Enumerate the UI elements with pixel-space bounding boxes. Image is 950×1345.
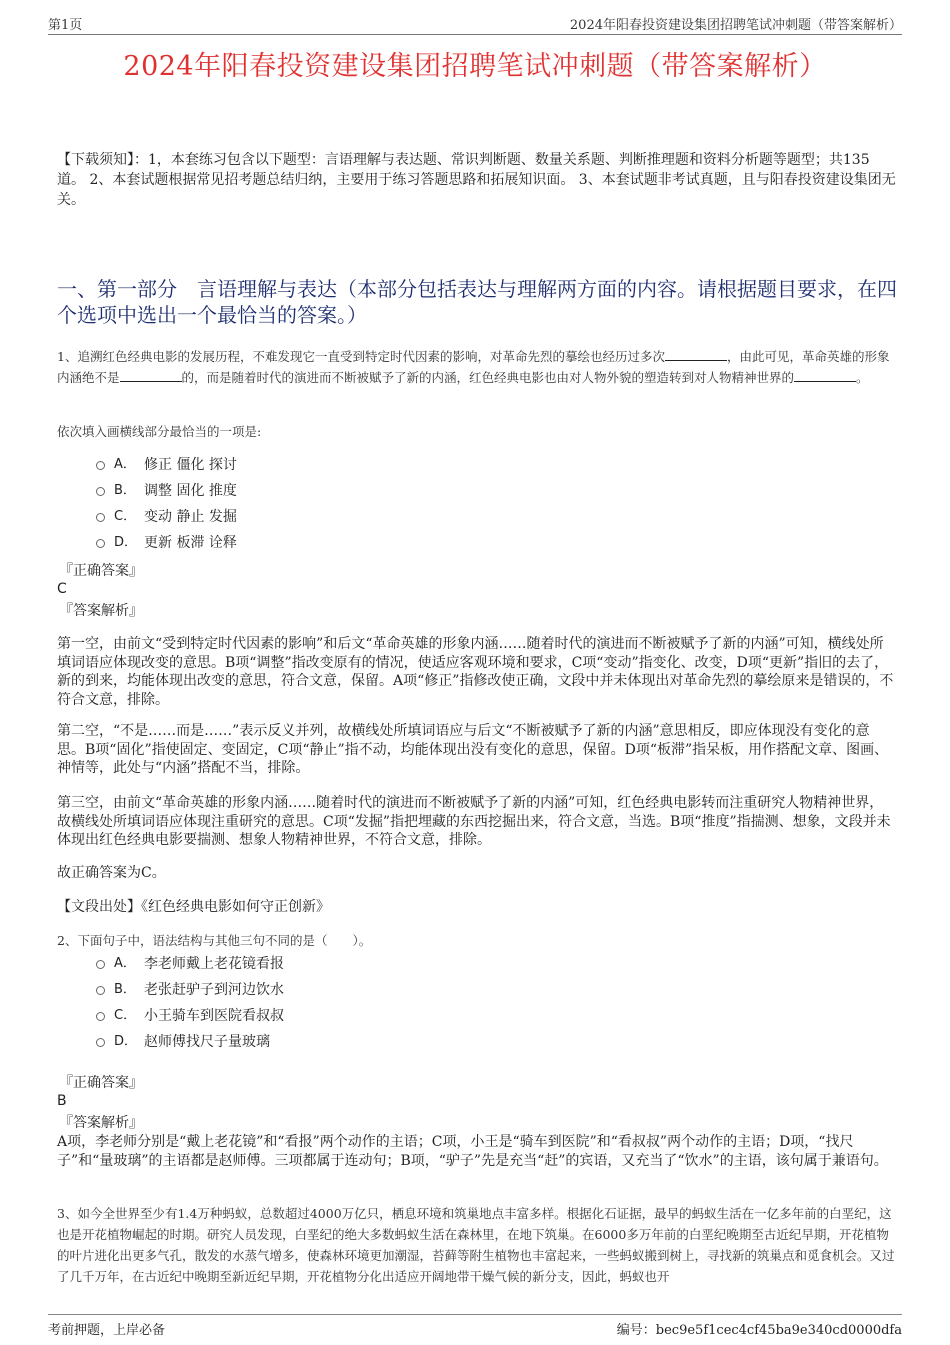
page-number: 第1页 <box>48 18 83 33</box>
option-b[interactable]: B． 调整 固化 推度 <box>96 478 237 504</box>
answer-label: 『正确答案』 <box>59 563 143 579</box>
analysis-paragraph: 第三空，由前文“革命英雄的形象内涵……随着时代的演进而不断被赋予了新的内涵”可知，红色经典电影转而注重研究人物精神世界，故横线处所填词语应体现注重研究的意思。C项“发掘”指把埋藏的东西挖掘出来，符合文意，当选。B项“推度”指揣测、想象，文段并未体现出红色经典电影要揣测、想象人物精神世界，不符合文意，排除。 <box>57 795 891 848</box>
analysis-label: 『答案解析』 <box>59 1115 143 1131</box>
option-d[interactable]: D． 更新 板滞 诠释 <box>96 530 237 556</box>
option-b[interactable]: B． 老张赶驴子到河边饮水 <box>96 977 284 1003</box>
analysis-paragraph: 第一空，由前文“受到特定时代因素的影响”和后文“革命英雄的形象内涵……随着时代的演进而不断被赋予了新的内涵”可知，横线处所填词语应体现改变的意思。B项“调整”指改变原有的情况，使适应客观环境和要求，C项“变动”指变化、改变，D项“更新”指旧的去了，新的到来，均能体现出改变的意思，符合文意，保留。A项“修正”指修改使正确，文段中并未体现出对革命先烈的摹绘原来是错误的，不符合文意，排除。 <box>57 636 894 708</box>
footer-slogan: 考前押题，上岸必备 <box>48 1323 166 1338</box>
question-1-prompt: 依次填入画横线部分最恰当的一项是: <box>57 424 262 439</box>
section-heading: 一、第一部分 言语理解与表达（本部分包括表达与理解两方面的内容。请根据题目要求，在四个选项中选出一个最恰当的答案。） <box>57 277 897 327</box>
radio-icon[interactable] <box>96 539 105 548</box>
page-header <box>48 14 902 35</box>
question-1-stem: 1、追溯红色经典电影的发展历程，不难发现它一直受到特定时代因素的影响，对革命先烈的摹绘也经历过多次 ，由此可见，革命英雄的形象内涵绝不是 的，而是随着时代的演进而不断被赋予了新的内涵，红色经典电影也由对人物外貌的塑造转到对人物精神世界的 。 <box>57 349 890 385</box>
option-c[interactable]: C． 小王骑车到医院看叔叔 <box>96 1003 284 1029</box>
question-2-options <box>96 951 284 1055</box>
radio-icon[interactable] <box>96 1038 105 1047</box>
header-doc-title: 2024年阳春投资建设集团招聘笔试冲刺题（带答案解析） <box>569 18 902 33</box>
answer-value: B <box>57 1093 67 1109</box>
radio-icon[interactable] <box>96 960 105 969</box>
fill-blank-3 <box>794 369 856 382</box>
option-a[interactable]: A． 修正 僵化 探讨 <box>96 452 237 478</box>
fill-blank-2 <box>120 369 182 382</box>
question-3-stem: 3、如今全世界至少有1.4万种蚂蚁，总数超过4000万亿只，栖息环境和筑巢地点丰富多样。根据化石证据，最早的蚂蚁生活在一亿多年前的白垩纪，这也是开花植物崛起的时期。研究人员发现，白垩纪的绝大多数蚂蚁生活在森林里，在地下筑巢。在6000多万年前的白垩纪晚期至古近纪早期，开花植物的叶片进化出更多气孔，散发的水蒸气增多，使森林环境更加潮湿，苔藓等附生植物也丰富起来，一些蚂蚁搬到树上，寻找新的筑巢点和觅食机会。又过了几千万年，在古近纪中晚期至新近纪早期，开花植物分化出适应开阔地带干燥气候的新分支，因此，蚂蚁也开 <box>57 1206 895 1284</box>
answer-value: C <box>57 581 67 597</box>
radio-icon[interactable] <box>96 513 105 522</box>
analysis-label: 『答案解析』 <box>59 603 143 619</box>
page-footer <box>48 1314 902 1337</box>
analysis-conclusion: 故正确答案为C。 <box>57 865 166 881</box>
radio-icon[interactable] <box>96 1012 105 1021</box>
download-notice: 【下载须知】：1，本套练习包含以下题型：言语理解与表达题、常识判断题、数量关系题、判断推理题和资料分析题等题型；共135道。 2、本套试题根据常见招考题总结归纳，主要用于练习答题思路和拓展知识面。 3、本套试题非考试真题，且与阳春投资建设集团无关。 <box>57 152 896 208</box>
source-citation: 【文段出处】《红色经典电影如何守正创新》 <box>57 899 330 915</box>
option-d[interactable]: D． 赵师傅找尺子量玻璃 <box>96 1029 284 1055</box>
analysis-paragraph: A项，李老师分别是“戴上老花镜”和“看报”两个动作的主语；C项，小王是“骑车到医院”和“看叔叔”两个动作的主语；D项，“找尺子”和“量玻璃”的主语都是赵师傅。三项都属于连动句；B项，“驴子”先是充当“赶”的宾语，又充当了“饮水”的主语，该句属于兼语句。 <box>57 1134 888 1169</box>
document-id: 编号：bec9e5f1cec4cf45ba9e340cd0000dfa <box>616 1323 902 1338</box>
fill-blank-1 <box>665 348 727 361</box>
option-c[interactable]: C． 变动 静止 发掘 <box>96 504 237 530</box>
answer-label: 『正确答案』 <box>59 1075 143 1091</box>
radio-icon[interactable] <box>96 461 105 470</box>
radio-icon[interactable] <box>96 487 105 496</box>
question-1-options <box>96 452 237 556</box>
radio-icon[interactable] <box>96 986 105 995</box>
page-title: 2024年阳春投资建设集团招聘笔试冲刺题（带答案解析） <box>123 51 827 82</box>
option-a[interactable]: A． 李老师戴上老花镜看报 <box>96 951 284 977</box>
question-2-stem: 2、下面句子中，语法结构与其他三句不同的是（ ）。 <box>57 933 372 948</box>
analysis-paragraph: 第二空，“不是……而是……”表示反义并列，故横线处所填词语应与后文“不断被赋予了新的内涵”意思相反，即应体现没有变化的意思。B项“固化”指使固定、变固定，C项“静止”指不动，均能体现出没有变化的意思，保留。D项“板滞”指呆板，用作搭配文章、图画、神情等，此处与“内涵”搭配不当，排除。 <box>57 723 889 776</box>
